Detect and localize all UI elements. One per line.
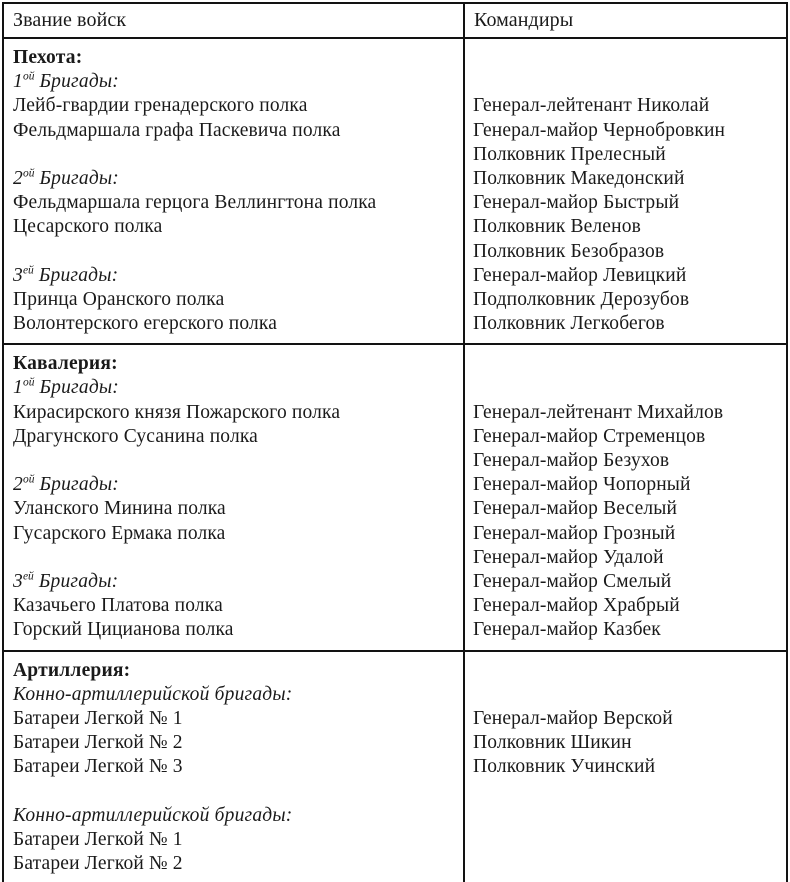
commander-line: Генерал-лейтенант Михайлов (473, 401, 724, 423)
spacer-line (13, 143, 455, 167)
commander-line: Генерал-майор Казбек (473, 619, 661, 641)
commander-list-offset (473, 352, 778, 400)
regiment-line: Казачьего Платова полка (13, 595, 223, 617)
commander-line: Полковник Прелесный (473, 143, 666, 165)
commander-list-offset (473, 46, 778, 94)
brigade-label (13, 70, 455, 94)
section-title-infantry: Пехота: (13, 47, 83, 68)
battery-line: Батареи Легкой № 1 (13, 828, 183, 850)
header-cell-commander (464, 3, 787, 38)
commander-line: Полковник Шикин (473, 732, 632, 754)
header-label-unit: Звание войск (13, 9, 127, 31)
brigade-label (13, 167, 455, 191)
commander-line: Генерал-майор Храбрый (473, 595, 680, 617)
brigade-ordinal-suffix: ой (22, 376, 35, 389)
brigade-ordinal-suffix: ой (22, 473, 35, 486)
commander-cell-cavalry (464, 344, 787, 650)
regiment-line: Фельдмаршала герцога Веллингтона полка (13, 192, 377, 214)
regiment-line: Драгунского Сусанина полка (13, 425, 258, 447)
section-title-cavalry: Кавалерия: (13, 353, 118, 375)
brigade-ordinal: $2^{ой}$ (13, 473, 35, 496)
brigade-label (13, 376, 455, 400)
commander-line: Подполковник Дерозубов (473, 288, 690, 310)
regiment-line: Горский Цицианова полка (13, 619, 234, 641)
battery-line: Батареи Легкой № 3 (13, 756, 183, 778)
battery-line: Батареи Легкой № 2 (13, 732, 183, 754)
section-title-artillery: Артиллерия: (13, 659, 131, 681)
regiment-line: Гусарского Ермака полка (13, 522, 226, 544)
brigade-word: Бригады: (38, 570, 119, 592)
spacer-line (13, 779, 455, 803)
table-row (3, 344, 787, 650)
regiment-line: Лейб-гвардии гренадерского полка (13, 95, 308, 117)
brigade-ordinal-suffix: ей (22, 570, 34, 583)
commander-line: Полковник Безобразов (473, 240, 665, 262)
commander-line: Генерал-майор Веселый (473, 498, 678, 520)
regiment-line: Волонтерского егерского полка (13, 313, 278, 335)
unit-list (4, 652, 463, 882)
commander-line: Генерал-майор Верской (473, 707, 673, 729)
commander-line: Генерал-майор Левицкий (473, 264, 687, 286)
commander-cell-infantry (464, 38, 787, 344)
brigade-subheading: Конно-артиллерийской бригады: (13, 804, 293, 826)
table-row (3, 38, 787, 344)
spacer-line (13, 546, 455, 570)
table-header (3, 3, 787, 38)
unit-cell-artillery (3, 651, 464, 882)
commander-line: Генерал-майор Удалой (473, 546, 664, 568)
commander-line: Генерал-майор Смелый (473, 570, 672, 592)
brigade-label (13, 473, 455, 497)
commander-line: Генерал-майор Безухов (473, 450, 670, 472)
commander-list (465, 345, 786, 649)
unit-list (4, 39, 463, 343)
brigade-label (13, 264, 455, 288)
regiment-line: Фельдмаршала графа Паскевича полка (13, 119, 341, 141)
commander-line: Полковник Македонский (473, 167, 685, 189)
brigade-ordinal-suffix: ой (22, 167, 35, 180)
commander-line: Полковник Учинский (473, 756, 656, 778)
commander-list (465, 652, 786, 787)
commander-cell-artillery (464, 651, 787, 882)
brigade-ordinal: $1^{ой}$ (13, 70, 35, 93)
troop-roster-table (2, 2, 788, 882)
brigade-ordinal: $3^{ей}$ (13, 570, 34, 592)
regiment-line: Уланского Минина полка (13, 498, 226, 520)
header-label-commander: Командиры (474, 9, 574, 31)
commander-line: Полковник Веленов (473, 216, 641, 238)
battery-line: Батареи Легкой № 1 (13, 707, 183, 729)
brigade-word: Бригады: (38, 264, 119, 286)
brigade-subheading: Конно-артиллерийской бригады: (13, 683, 293, 705)
brigade-label (13, 570, 455, 594)
commander-list-offset (473, 659, 778, 707)
brigade-word: Бригады: (39, 377, 119, 399)
battery-line: Батареи Легкой № 2 (13, 853, 183, 875)
unit-cell-infantry (3, 38, 464, 344)
brigade-ordinal: $3^{ей}$ (13, 264, 34, 286)
brigade-word: Бригады: (39, 474, 119, 496)
brigade-ordinal-suffix: ей (22, 264, 34, 277)
brigade-ordinal-suffix: ой (22, 70, 35, 83)
commander-line: Генерал-майор Чопорный (473, 474, 691, 496)
commander-line: Полковник Легкобегов (473, 313, 665, 335)
commander-line: Генерал-майор Быстрый (473, 192, 680, 214)
unit-cell-cavalry (3, 344, 464, 650)
commander-line: Генерал-майор Грозный (473, 522, 676, 544)
regiment-line: Цесарского полка (13, 216, 163, 238)
regiment-line: Кирасирского князя Пожарского полка (13, 401, 341, 423)
commander-list (465, 39, 786, 343)
table-body (3, 38, 787, 882)
spacer-line (13, 449, 455, 473)
brigade-word: Бригады: (39, 167, 119, 189)
regiment-line: Принца Оранского полка (13, 288, 225, 310)
commander-line: Генерал-лейтенант Николай (473, 95, 710, 117)
header-row (3, 3, 787, 38)
brigade-ordinal: $2^{ой}$ (13, 167, 35, 189)
table-row (3, 651, 787, 882)
header-cell-unit (3, 3, 464, 38)
commander-line: Генерал-майор Стременцов (473, 425, 706, 447)
unit-list (4, 345, 463, 649)
spacer-line (13, 240, 455, 264)
commander-line: Генерал-майор Чернобровкин (473, 119, 726, 141)
brigade-word: Бригады: (39, 71, 119, 93)
brigade-ordinal: $1^{ой}$ (13, 376, 35, 399)
